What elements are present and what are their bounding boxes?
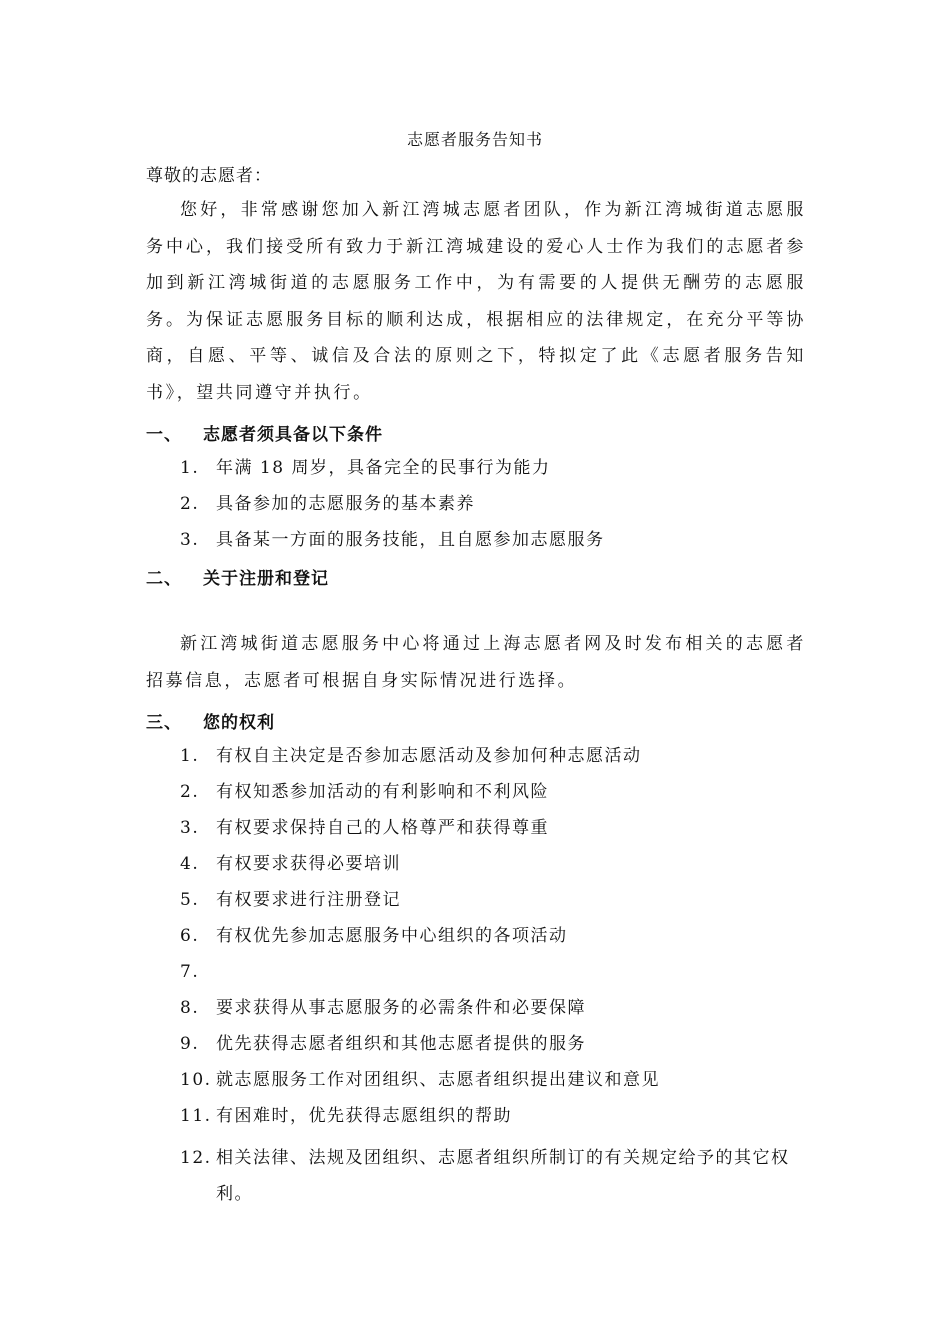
section-1-list [180,456,605,564]
list-item-text: 有权要求获得必要培训 [216,854,401,874]
list-item-number: 3. [180,530,200,550]
intro-paragraph: 您好，非常感谢您加入新江湾城志愿者团队，作为新江湾城街道志愿服务中心，我们接受所有致力于新江湾城建设的爱心人士作为我们的志愿者参加到新江湾城街道的志愿服务工作中，为有需要的人提供无酬劳的志愿服务。为保证志愿服务目标的顺利达成，根据相应的法律规定，在充分平等协商，自愿、平等、诚信及合法的原则之下，特拟定了此《志愿者服务告知书》，望共同遵守并执行。 [146,200,806,403]
list-item-text: 有权优先参加志愿服务中心组织的各项活动 [216,926,568,946]
section-2-title: 关于注册和登记 [203,569,329,589]
list-item [180,960,806,996]
section-3-number: 三、 [146,713,182,733]
list-item-number: 11. [180,1106,212,1126]
list-item [180,1104,806,1140]
list-item-text: 年满 18 周岁，具备完全的民事行为能力 [216,458,551,478]
list-item [180,744,806,780]
list-item-text: 有权知悉参加活动的有利影响和不利风险 [216,782,549,802]
list-item [180,996,806,1032]
list-item [180,528,605,564]
list-item-text: 有困难时，优先获得志愿组织的帮助 [216,1106,512,1126]
list-item-number: 9. [180,1034,200,1054]
list-item-number: 8. [180,998,200,1018]
list-item-text: 有权要求保持自己的人格尊严和获得尊重 [216,818,549,838]
section-1-heading [146,420,383,445]
section-1-title: 志愿者须具备以下条件 [203,425,383,445]
list-item-text: 具备参加的志愿服务的基本素养 [216,494,475,514]
list-item [180,492,605,528]
list-item-number: 2. [180,494,200,514]
list-item-text: 有权要求进行注册登记 [216,890,401,910]
list-item-number: 7. [180,962,200,982]
section-3-title: 您的权利 [203,713,275,733]
list-item-text: 优先获得志愿者组织和其他志愿者提供的服务 [216,1034,586,1054]
list-item-text: 就志愿服务工作对团组织、志愿者组织提出建议和意见 [216,1070,660,1090]
document-title: 志愿者服务告知书 [406,130,543,149]
list-item [180,1068,806,1104]
list-item-number: 12. [180,1148,212,1168]
list-item-number: 10. [180,1070,212,1090]
list-item [180,1140,806,1212]
section-3-heading [146,708,275,733]
list-item-number: 2. [180,782,200,802]
list-item-number: 4. [180,854,200,874]
registration-paragraph: 新江湾城街道志愿服务中心将通过上海志愿者网及时发布相关的志愿者招募信息，志愿者可根据自身实际情况进行选择。 [146,634,806,691]
section-3-list [180,744,806,1212]
list-item [180,852,806,888]
list-item [180,816,806,852]
list-item [180,924,806,960]
list-item-text: 相关法律、法规及团组织、志愿者组织所制订的有关规定给予的其它权利。 [216,1148,790,1204]
section-2-heading [146,564,329,589]
list-item-text: 要求获得从事志愿服务的必需条件和必要保障 [216,998,586,1018]
list-item [180,888,806,924]
list-item [180,1032,806,1068]
list-item [180,456,605,492]
list-item-number: 1. [180,746,200,766]
section-2-number: 二、 [146,569,182,589]
list-item-number: 1. [180,458,200,478]
list-item-number: 3. [180,818,200,838]
greeting: 尊敬的志愿者： [146,166,272,186]
list-item-number: 5. [180,890,200,910]
list-item-text: 有权自主决定是否参加志愿活动及参加何种志愿活动 [216,746,642,766]
list-item-text: 具备某一方面的服务技能，且自愿参加志愿服务 [216,530,605,550]
list-item-number: 6. [180,926,200,946]
list-item [180,780,806,816]
section-1-number: 一、 [146,425,182,445]
